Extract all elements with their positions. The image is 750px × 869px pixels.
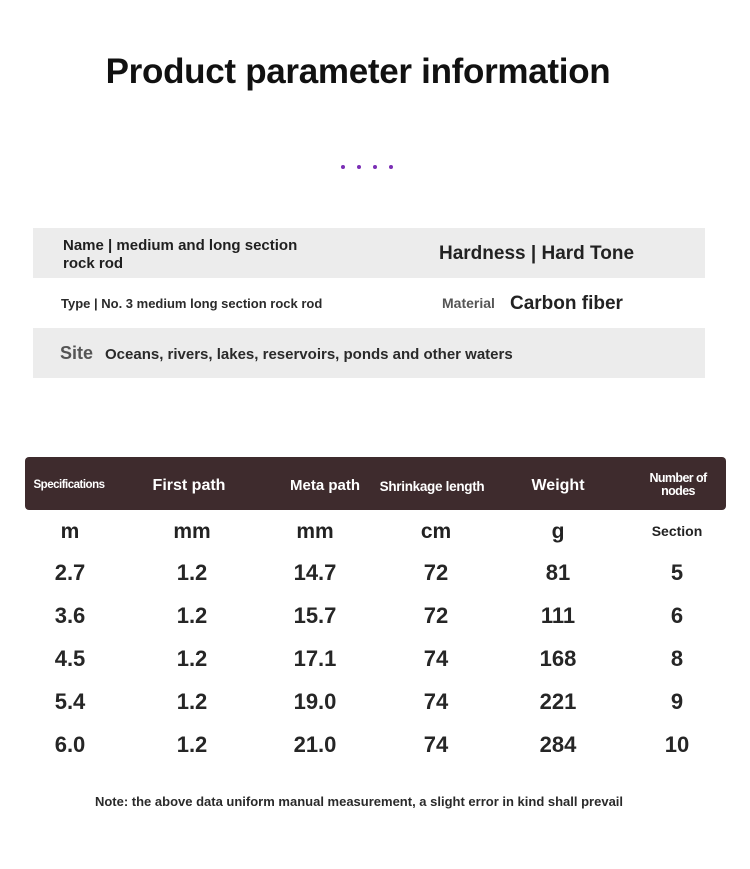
table-cell: 1.2 — [176, 603, 208, 628]
table-cell: 72 — [423, 603, 449, 628]
table-cell: 10 — [664, 732, 690, 757]
table-cell: 74 — [423, 646, 449, 671]
info-row-site — [33, 328, 705, 378]
table-cell: 72 — [423, 560, 449, 585]
product-hardness: Hardness | Hard Tone — [439, 243, 635, 264]
table-row — [0, 689, 750, 717]
table-cell: 81 — [545, 560, 571, 585]
table-cell: 6.0 — [54, 732, 86, 757]
table-cell: 74 — [423, 732, 449, 757]
header-meta-path: Meta path — [289, 477, 360, 494]
info-row-name-hardness — [33, 228, 705, 278]
product-type: Type | No. 3 medium long section rock rod — [61, 296, 323, 311]
table-cell: 168 — [539, 646, 577, 671]
header-first-path: First path — [152, 477, 226, 494]
header-weight: Weight — [531, 477, 585, 494]
table-cell: 284 — [539, 732, 577, 757]
unit-cell: g — [551, 520, 565, 543]
table-cell: 111 — [540, 603, 576, 628]
product-name-line2: rock rod — [63, 255, 124, 272]
units-row — [0, 520, 750, 546]
table-cell: 5.4 — [54, 689, 86, 714]
table-cell: 19.0 — [293, 689, 337, 714]
table-row — [0, 646, 750, 674]
unit-cell: mm — [173, 520, 211, 543]
table-cell: 3.6 — [54, 603, 86, 628]
decorative-dots — [341, 165, 393, 169]
spec-table-header — [25, 457, 726, 510]
info-row-type-material — [33, 280, 705, 326]
dot-icon — [389, 165, 393, 169]
table-cell: 17.1 — [293, 646, 337, 671]
table-cell: 1.2 — [176, 689, 208, 714]
material-value: Carbon fiber — [510, 293, 623, 314]
header-number-of-nodes: Number of nodes — [649, 471, 707, 498]
table-cell: 4.5 — [54, 646, 86, 671]
table-cell: 2.7 — [54, 560, 86, 585]
dot-icon — [373, 165, 377, 169]
dot-icon — [341, 165, 345, 169]
table-cell: 5 — [670, 560, 684, 585]
site-value: Oceans, rivers, lakes, reservoirs, ponds and other waters — [105, 346, 513, 363]
table-row — [0, 603, 750, 631]
table-cell: 1.2 — [176, 560, 208, 585]
unit-cell: m — [60, 520, 80, 543]
dot-icon — [357, 165, 361, 169]
table-row — [0, 732, 750, 760]
product-name-line1: Name | medium and long section — [63, 237, 298, 254]
table-cell: 21.0 — [293, 732, 337, 757]
table-cell: 15.7 — [293, 603, 337, 628]
unit-cell: mm — [296, 520, 334, 543]
page-title: Product parameter information — [105, 52, 611, 91]
table-cell: 8 — [670, 646, 684, 671]
product-name — [63, 237, 343, 273]
table-cell: 14.7 — [293, 560, 337, 585]
header-shrinkage-length: Shrinkage length — [379, 479, 485, 494]
unit-cell: Section — [651, 523, 703, 539]
table-cell: 1.2 — [176, 732, 208, 757]
material-label: Material — [442, 295, 495, 311]
measurement-note: Note: the above data uniform manual measurement, a slight error in kind shall prevail — [94, 794, 624, 809]
table-row — [0, 560, 750, 588]
table-cell: 221 — [539, 689, 577, 714]
header-specifications: Specifications — [33, 479, 105, 491]
site-label: Site — [60, 343, 94, 363]
table-cell: 9 — [670, 689, 684, 714]
table-cell: 1.2 — [176, 646, 208, 671]
table-cell: 6 — [670, 603, 684, 628]
table-cell: 74 — [423, 689, 449, 714]
unit-cell: cm — [420, 520, 452, 543]
